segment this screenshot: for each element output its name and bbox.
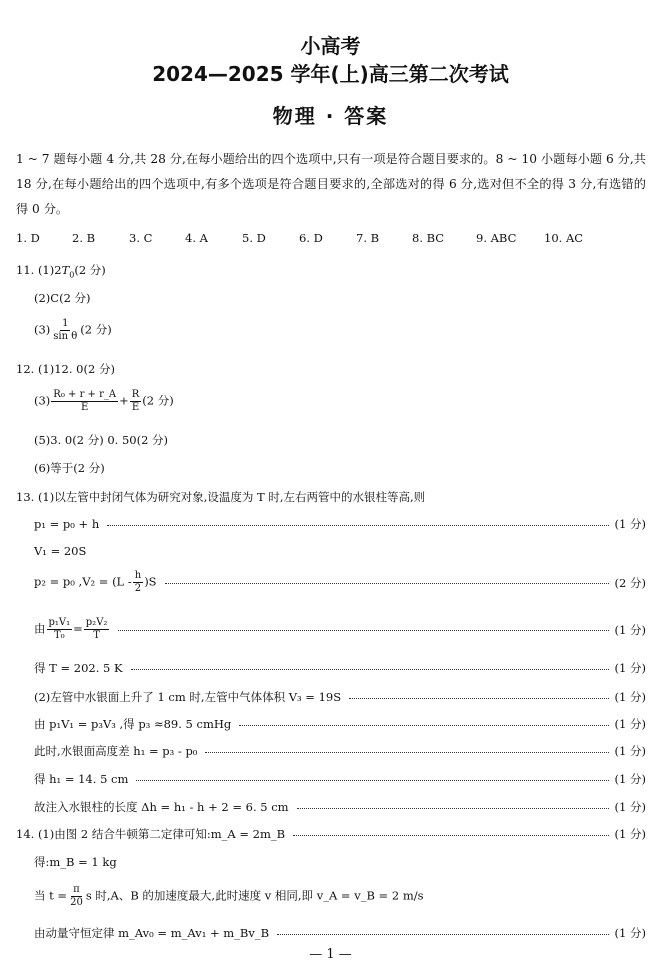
q13-step2: V₁ = 20S xyxy=(34,544,87,558)
q13-step7: 由 p₁V₁ = p₃V₃ ,得 p₃ ≈89. 5 cmHg (1 分) xyxy=(34,717,646,731)
answer-2: 2. B xyxy=(72,231,96,245)
scoring-instructions: 1 ~ 7 题每小题 4 分,共 28 分,在每小题给出的四个选项中,只有一项是符合题目要求的。8 ~ 10 小题每小题 6 分,共 18 分,在每小题给出的四个选项中,有多个选项是符合题目要求的,全部选对的得 6 分,选对但不全的得 3 分,有选错的得 0 分。 xyxy=(16,152,646,216)
q13-step9: 得 h₁ = 14. 5 cm (1 分) xyxy=(34,772,646,786)
q13-step1: p₁ = p₀ + h (1 分) xyxy=(34,517,646,531)
q14-step1: 14. (1)由图 2 结合牛顿第二定律可知:m_A = 2m_B (1 分) xyxy=(16,827,646,841)
q13-step4: 由 $\frac{\text{p₁V₁}}{\text{T₀}}$ = $\frac{\text{p₂V₂}}{T}$ (1 分) xyxy=(34,617,646,641)
choice-answers xyxy=(16,231,646,245)
q14-step4: 由动量守恒定律 m_Av₀ = m_Av₁ + m_Bv_B (1 分) xyxy=(34,926,646,940)
q13-step6: (2)左管中水银面上升了 1 cm 时,左管中气体体积 V₃ = 19S (1 分) xyxy=(34,690,646,704)
q13-intro: 13. (1)以左管中封闭气体为研究对象,设温度为 T 时,左右两管中的水银柱等高,则 xyxy=(16,490,426,504)
q11-part3: (3) $\frac{1}{\text{sin θ}}$ (2 分) xyxy=(34,318,112,342)
answer-4: 4. A xyxy=(185,231,208,245)
q13-step8: 此时,水银面高度差 h₁ = p₃ - p₀ (1 分) xyxy=(34,744,646,758)
answer-3: 3. C xyxy=(129,231,153,245)
q11-part1: 11. $(1)2T_0(2$ 分) xyxy=(16,263,106,280)
answer-10: 10. AC xyxy=(544,231,584,245)
exam-title: 2024—2025 学年(上)高三第二次考试 xyxy=(152,62,509,86)
q12-part3: (3) $\frac{\text{R₀ + r + r\_A}}{E}$ + $\frac{R}{E}$ (2 分) xyxy=(34,389,174,413)
answer-6: 6. D xyxy=(299,231,323,245)
answer-5: 5. D xyxy=(242,231,266,245)
q13-step10: 故注入水银柱的长度 Δh = h₁ - h + 2 = 6. 5 cm (1 分) xyxy=(34,800,646,814)
brand-title: 小高考 xyxy=(300,34,361,58)
subject-title: 物理 · 答案 xyxy=(272,104,389,128)
q12-part6: (6)等于(2 分) xyxy=(34,461,105,475)
answer-7: 7. B xyxy=(356,231,380,245)
answer-9: 9. ABC xyxy=(476,231,517,245)
q11-part2: (2)C(2 分) xyxy=(34,291,91,305)
page-number: — 1 — xyxy=(309,947,352,962)
q14-step2: 得:m_B = 1 kg xyxy=(34,855,117,869)
q12-part1: 12. (1)12. 0(2 分) xyxy=(16,362,115,376)
answer-8: 8. BC xyxy=(412,231,445,245)
q13-step5: 得 T = 202. 5 K (1 分) xyxy=(34,661,646,675)
q14-step3: 当 t = $\frac{\pi}{20}$ s 时,A、B 的加速度最大,此时速度 v 相同,即 v_A = v_B = 2 m/s xyxy=(34,884,424,908)
answer-1: 1. D xyxy=(16,231,40,245)
q12-part5: (5)3. 0(2 分) 0. 50(2 分) xyxy=(34,433,169,447)
q13-step3: p₂ = p₀ ,V₂ = (L - $\frac{h}{2}$ )S (2 分) xyxy=(34,570,646,594)
